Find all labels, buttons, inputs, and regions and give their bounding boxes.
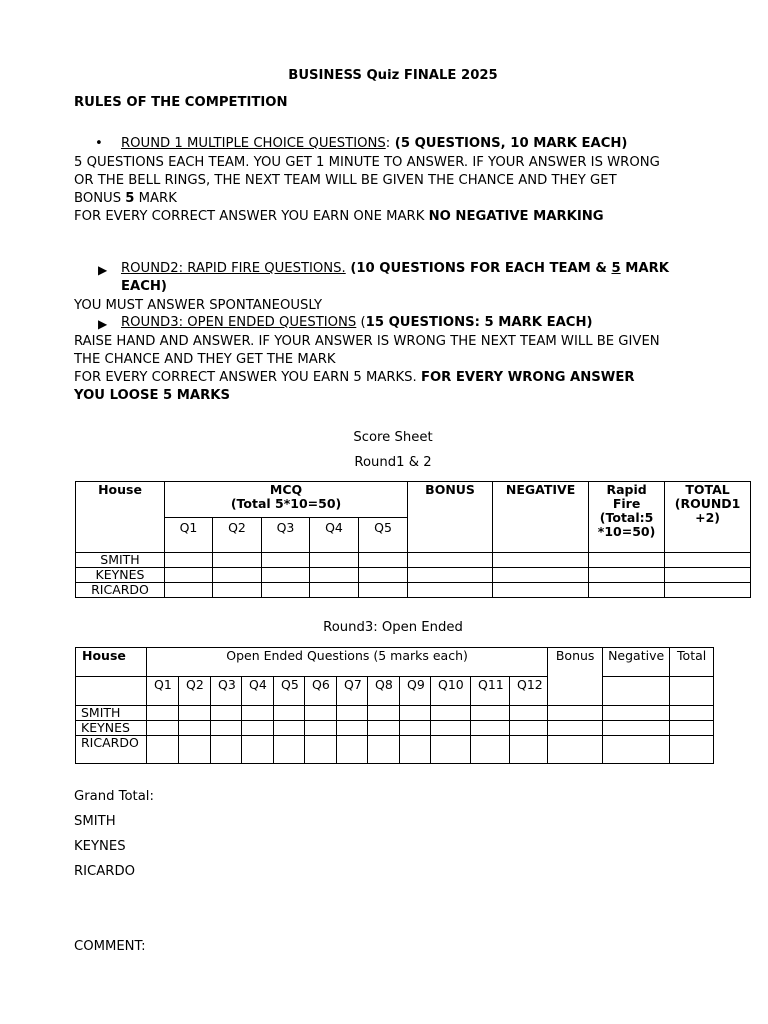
table2-open-ended-header: Open Ended Questions (5 marks each): [147, 648, 548, 677]
round1-colon: :: [385, 136, 391, 151]
round3-line4: YOU LOOSE 5 MARKS: [74, 388, 231, 403]
table-cell[interactable]: [305, 736, 337, 764]
round3-label: ROUND3: OPEN ENDED QUESTIONS: [121, 315, 357, 330]
table-cell[interactable]: [670, 706, 714, 721]
round2-detail-suffix: MARK: [620, 261, 669, 276]
round1-detail: (5 QUESTIONS, 10 MARK EACH): [390, 136, 628, 151]
table-cell[interactable]: [368, 736, 400, 764]
round3-title: Round3: Open Ended: [323, 620, 463, 635]
table-cell[interactable]: [471, 706, 510, 721]
table-cell[interactable]: [431, 736, 471, 764]
table-cell[interactable]: [211, 706, 242, 721]
table-cell[interactable]: [548, 721, 603, 736]
table-row: [76, 736, 714, 764]
table-cell[interactable]: [493, 568, 589, 583]
rapid-line3: (Total:5: [599, 510, 654, 525]
table2-q7: Q7: [337, 677, 368, 706]
table1-q4: Q4: [310, 518, 359, 553]
table-cell[interactable]: [493, 583, 589, 598]
grand-total-label: Grand Total:: [74, 789, 154, 804]
round2-label: ROUND2: RAPID FIRE QUESTIONS.: [121, 261, 346, 276]
table-cell[interactable]: [165, 553, 213, 568]
table-cell[interactable]: [493, 553, 589, 568]
table2-total-header: Total: [670, 648, 714, 677]
table2-q3: Q3: [211, 677, 242, 706]
table1-q2: Q2: [213, 518, 262, 553]
table-cell[interactable]: [665, 568, 751, 583]
round1-line3: [74, 190, 177, 208]
table-cell[interactable]: [665, 553, 751, 568]
table-cell[interactable]: [589, 568, 665, 583]
table2-q11: Q11: [471, 677, 510, 706]
round3-detail: 15 QUESTIONS: 5 MARK EACH): [365, 315, 593, 330]
table-cell[interactable]: [510, 706, 548, 721]
round1-line4-text: FOR EVERY CORRECT ANSWER YOU EARN ONE MARK: [74, 209, 429, 224]
rapid-line4: *10=50): [597, 524, 656, 539]
table-cell[interactable]: [408, 583, 493, 598]
table-cell[interactable]: [310, 568, 359, 583]
round1-line3-suffix: MARK: [134, 191, 177, 206]
table-cell[interactable]: [337, 706, 368, 721]
total-line2: (ROUND1: [674, 496, 741, 511]
table2-house-header: House: [76, 648, 147, 677]
table-row: [76, 568, 751, 583]
table1-house-ricardo: RICARDO: [76, 583, 165, 598]
table1-house-keynes: KEYNES: [76, 568, 165, 583]
table-cell[interactable]: [274, 721, 305, 736]
table-cell[interactable]: [603, 736, 670, 764]
table1-q3: Q3: [262, 518, 310, 553]
table2-bonus-header: Bonus: [548, 648, 603, 706]
table-cell[interactable]: [211, 736, 242, 764]
table1-mcq-header: [165, 482, 408, 518]
table-cell[interactable]: [603, 706, 670, 721]
round1-line1: 5 QUESTIONS EACH TEAM. YOU GET 1 MINUTE TO ANSWER. IF YOUR ANSWER IS WRONG: [74, 155, 660, 170]
round3-bullet: ▶: [98, 317, 108, 331]
table-cell[interactable]: [400, 706, 431, 721]
table-cell[interactable]: [305, 706, 337, 721]
table-cell[interactable]: [337, 721, 368, 736]
round2-heading: [121, 261, 669, 276]
table-cell[interactable]: [400, 736, 431, 764]
table-cell[interactable]: [147, 736, 179, 764]
table-cell[interactable]: [548, 706, 603, 721]
round1-line3-text: BONUS: [74, 191, 126, 206]
document-title: BUSINESS Quiz FINALE 2025: [288, 68, 498, 83]
table1-house-smith: SMITH: [76, 553, 165, 568]
table1-negative-header: NEGATIVE: [493, 482, 589, 553]
table-cell[interactable]: [179, 721, 211, 736]
round1-heading: [121, 136, 627, 151]
round1-no-negative: NO NEGATIVE MARKING: [428, 209, 604, 224]
grand-total-keynes: KEYNES: [74, 839, 126, 854]
table-cell[interactable]: [400, 721, 431, 736]
rules-heading: RULES OF THE COMPETITION: [74, 95, 288, 110]
round3-line3: [74, 369, 635, 387]
total-line3: +2): [695, 510, 720, 525]
table-row: [76, 553, 751, 568]
round3-score-table: [75, 647, 714, 764]
table2-house-subheader: [76, 677, 147, 706]
round3-wrong-answer: FOR EVERY WRONG ANSWER: [420, 370, 635, 385]
round1-bonus-value: 5: [125, 191, 135, 206]
table1-bonus-header: BONUS: [408, 482, 493, 553]
table1-total-header: [665, 482, 751, 553]
table2-q8: Q8: [368, 677, 400, 706]
round2-line1: YOU MUST ANSWER SPONTANEOUSLY: [74, 298, 323, 313]
total-line1: TOTAL: [685, 482, 730, 497]
table-cell[interactable]: [274, 706, 305, 721]
table-cell[interactable]: [305, 721, 337, 736]
table-cell[interactable]: [165, 568, 213, 583]
table-cell[interactable]: [211, 721, 242, 736]
table2-house-smith: SMITH: [76, 706, 147, 721]
table-cell[interactable]: [471, 736, 510, 764]
score-sheet-heading: Score Sheet: [353, 430, 433, 445]
table2-house-keynes: KEYNES: [76, 721, 147, 736]
table-cell[interactable]: [179, 706, 211, 721]
table-cell[interactable]: [359, 568, 408, 583]
table-cell[interactable]: [548, 736, 603, 764]
table2-q9: Q9: [400, 677, 431, 706]
table-cell[interactable]: [408, 568, 493, 583]
table-cell[interactable]: [147, 721, 179, 736]
table-cell[interactable]: [510, 736, 548, 764]
table-cell[interactable]: [670, 736, 714, 764]
table1-rapid-fire-header: [589, 482, 665, 553]
table-cell[interactable]: [408, 553, 493, 568]
table-row: [76, 721, 714, 736]
grand-total-smith: SMITH: [74, 814, 116, 829]
rapid-line1: Rapid: [606, 482, 647, 497]
table1-mcq-label: MCQ: [269, 482, 303, 497]
round1-line4: [74, 208, 604, 226]
table-cell[interactable]: [471, 721, 510, 736]
round3-paren: (: [356, 315, 366, 330]
round12-score-table: [75, 481, 751, 598]
table-cell[interactable]: [147, 706, 179, 721]
table-cell[interactable]: [242, 706, 274, 721]
table-cell[interactable]: [165, 583, 213, 598]
grand-total-ricardo: RICARDO: [74, 864, 135, 879]
comment-label: COMMENT:: [74, 939, 146, 954]
table2-q5: Q5: [274, 677, 305, 706]
table-cell[interactable]: [368, 721, 400, 736]
table1-q5: Q5: [359, 518, 408, 553]
round12-title: Round1 & 2: [354, 455, 432, 470]
table-cell[interactable]: [310, 553, 359, 568]
round3-heading: [121, 315, 593, 330]
round2-detail: (10 QUESTIONS FOR EACH TEAM &: [345, 261, 612, 276]
table2-q6: Q6: [305, 677, 337, 706]
table2-negative-header: Negative: [603, 648, 670, 677]
round3-line1: RAISE HAND AND ANSWER. IF YOUR ANSWER IS WRONG THE NEXT TEAM WILL BE GIVEN: [74, 334, 660, 349]
table1-house-header: House: [76, 482, 165, 553]
round1-bullet: •: [95, 136, 103, 151]
table-cell[interactable]: [242, 721, 274, 736]
rapid-line2: Fire: [612, 496, 641, 511]
round3-line3-text: FOR EVERY CORRECT ANSWER YOU EARN 5 MARKS.: [74, 370, 421, 385]
table-cell[interactable]: [242, 736, 274, 764]
table2-total-subheader: [670, 677, 714, 706]
table2-q1: Q1: [147, 677, 179, 706]
table-cell[interactable]: [179, 736, 211, 764]
table-row: [76, 706, 714, 721]
table-cell[interactable]: [262, 553, 310, 568]
table2-q2: Q2: [179, 677, 211, 706]
table-cell[interactable]: [665, 583, 751, 598]
table-cell[interactable]: [431, 706, 471, 721]
table-cell[interactable]: [603, 721, 670, 736]
table-cell[interactable]: [359, 553, 408, 568]
table-cell[interactable]: [262, 583, 310, 598]
table-cell[interactable]: [262, 568, 310, 583]
table-cell[interactable]: [337, 736, 368, 764]
table-cell[interactable]: [431, 721, 471, 736]
table-cell[interactable]: [213, 583, 262, 598]
table2-house-ricardo: RICARDO: [76, 736, 147, 764]
table2-negative-subheader: [603, 677, 670, 706]
round2-bullet: ▶: [98, 263, 108, 277]
table1-mcq-total: (Total 5*10=50): [230, 496, 342, 511]
table-cell[interactable]: [310, 583, 359, 598]
table-cell[interactable]: [274, 736, 305, 764]
round3-line2: THE CHANCE AND THEY GET THE MARK: [74, 352, 336, 367]
round2-mark-value: 5: [611, 261, 621, 276]
round1-label: ROUND 1 MULTIPLE CHOICE QUESTIONS: [121, 136, 386, 151]
table-cell[interactable]: [359, 583, 408, 598]
table-row: [76, 583, 751, 598]
table2-q4: Q4: [242, 677, 274, 706]
table-cell[interactable]: [670, 721, 714, 736]
table2-q10: Q10: [431, 677, 471, 706]
table-cell[interactable]: [589, 553, 665, 568]
round1-line2: OR THE BELL RINGS, THE NEXT TEAM WILL BE GIVEN THE CHANCE AND THEY GET: [74, 173, 617, 188]
table1-q1: Q1: [165, 518, 213, 553]
table-cell[interactable]: [368, 706, 400, 721]
round2-detail-line2: EACH): [121, 279, 167, 294]
table2-q12: Q12: [510, 677, 548, 706]
table-cell[interactable]: [213, 553, 262, 568]
table-cell[interactable]: [213, 568, 262, 583]
table-cell[interactable]: [510, 721, 548, 736]
table-cell[interactable]: [589, 583, 665, 598]
